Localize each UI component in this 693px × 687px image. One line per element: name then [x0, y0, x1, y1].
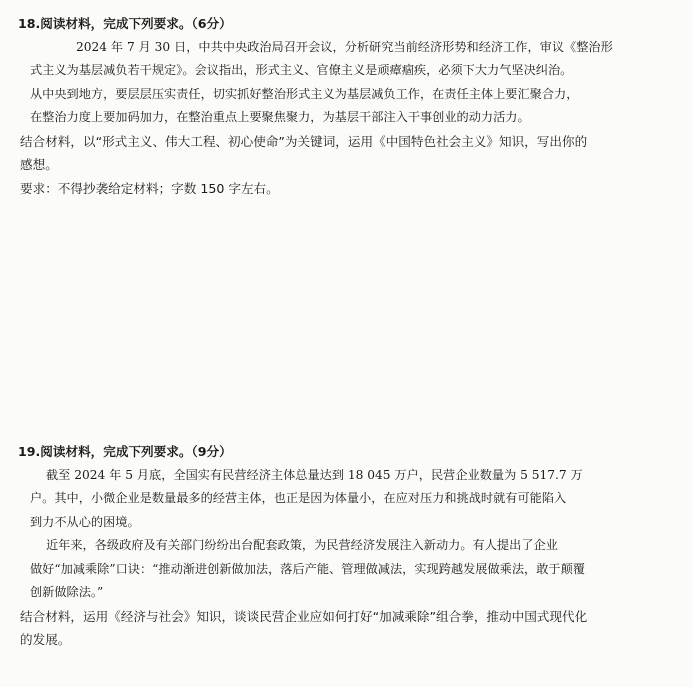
- q18-material-line: 2024 年 7 月 30 日，中共中央政治局召开会议，分析研究当前经济形势和经济工作，审议《整治形: [76, 39, 613, 54]
- q19-task-line: 结合材料，运用《经济与社会》知识，谈谈民营企业应如何打好“加减乘除”组合拳，推动中国式现代化: [20, 608, 588, 624]
- q18-task-line: 结合材料，以“形式主义、伟大工程、初心使命”为关键词，运用《中国特色社会主义》知识，写出你的: [20, 133, 588, 149]
- q18-requirement: 要求：不得抄袭给定材料；字数 150 字左右。: [20, 180, 279, 196]
- question-19-heading: 19.阅读材料，完成下列要求。（9分）: [18, 444, 232, 459]
- q19-paragraph1-line: 户。其中，小微企业是数量最多的经营主体，也正是因为体量小，在应对压力和挑战时就有可能陷入: [30, 491, 567, 505]
- q19-paragraph2-line: 近年来，各级政府及有关部门纷纷出台配套政策，为民营经济发展注入新动力。有人提出了企业: [46, 538, 558, 552]
- q18-material-line: 在整治力度上要加码加力，在整治重点上要聚焦聚力，为基层干部注入干事创业的动力活力。: [30, 110, 530, 124]
- q18-task-line: 感想。: [20, 157, 58, 172]
- q19-paragraph1-line: 截至 2024 年 5 月底，全国实有民营经济主体总量达到 18 045 万户，民营企业数量为 5 517.7 万: [46, 467, 583, 482]
- q19-paragraph2-line: 做好“加减乘除”口诀：“推动渐进创新做加法，落后产能、管理做减法，实现跨越发展做乘法，敢于颠覆: [30, 561, 585, 576]
- question-18-heading: 18.阅读材料，完成下列要求。（6分）: [18, 16, 232, 31]
- q19-paragraph1-line: 到力不从心的困境。: [30, 514, 140, 529]
- q19-task-line: 的发展。: [20, 632, 71, 647]
- q19-paragraph2-line: 创新做除法。”: [30, 585, 104, 599]
- question-19: [18, 440, 678, 652]
- q18-material-line: 式主义为基层减负若干规定》。会议指出，形式主义、官僚主义是顽瘴痼疾，必须下大力气坚决纠治。: [30, 63, 573, 77]
- q18-material-line: 从中央到地方，要层层压实责任，切实抓好整治形式主义为基层减负工作，在责任主体上要汇聚合力，: [30, 86, 579, 101]
- question-18: [18, 12, 678, 200]
